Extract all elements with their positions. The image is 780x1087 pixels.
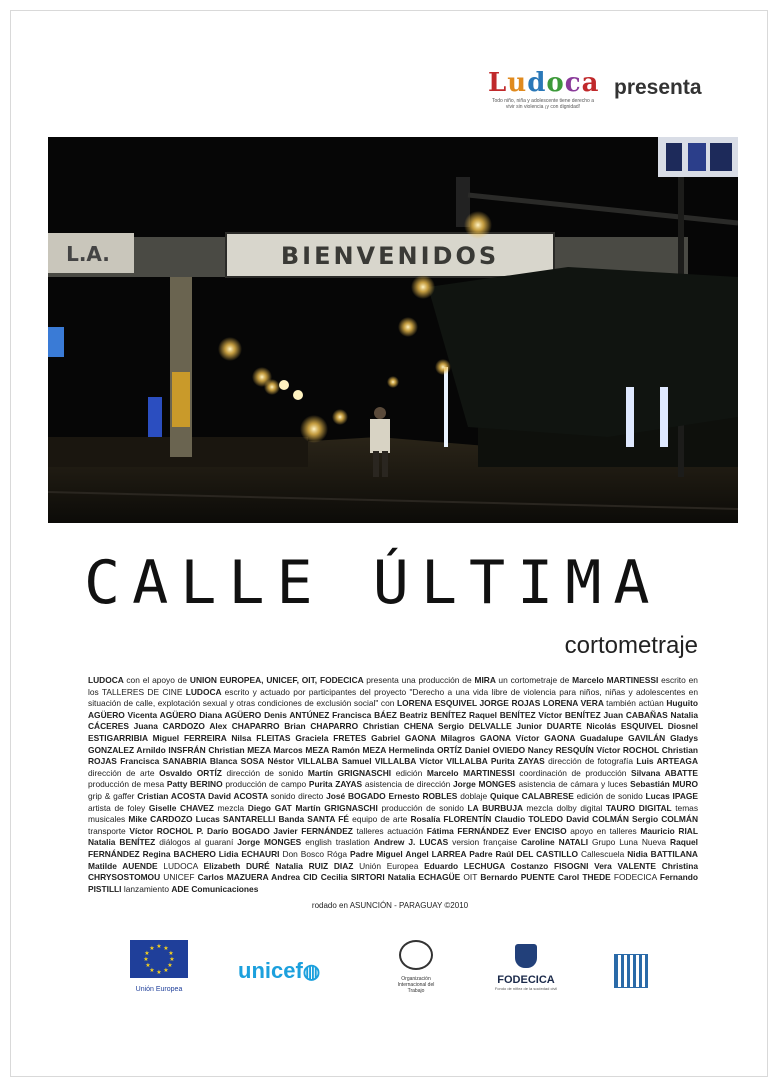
eu-flag-icon: [130, 940, 188, 978]
credit-run: asistencia de dirección: [364, 779, 454, 790]
ludoca-letter: L: [488, 68, 508, 98]
film-title: CALLE ÚLTIMA: [84, 548, 662, 618]
presenta-label: presenta: [614, 76, 702, 99]
credit-run: Elizabeth DURÉ Natalia RUIZ DIAZ: [203, 860, 360, 871]
credit-run: Lucas IPAGE: [645, 790, 698, 801]
filmed-in-line: rodado en ASUNCIÓN - PARAGUAY ©2010: [311, 901, 469, 910]
credit-run: LORENA ESQUIVEL JORGE ROJAS LORENA VERA: [397, 698, 607, 709]
credit-run: Unión Europea: [359, 860, 425, 871]
credit-run: Marcelo MARTINESSI: [572, 675, 662, 685]
bienvenidos-sign: BIENVENIDOS: [280, 242, 500, 270]
credit-run: ADE Comunicaciones: [171, 883, 259, 894]
arch-fragment: L.A.: [66, 242, 110, 266]
fodecica-name: FODECICA: [497, 974, 555, 986]
credit-run: TAURO DIGITAL: [605, 802, 676, 813]
credit-run: Marcelo MARTINESSI: [426, 767, 520, 778]
unicef-logo: [238, 958, 320, 984]
credit-run: Padre Miguel Angel LARREA Padre Raúl DEL CASTILLO: [350, 848, 581, 859]
fodecica-emblem-icon: [515, 944, 537, 968]
credit-run: Caroline NATALI: [521, 837, 592, 848]
eu-caption: Unión Europea: [135, 986, 183, 993]
fodecica-tagline: Fondo de niñez de la sociedad civil: [494, 986, 558, 991]
credit-run: Mauricio RIAL Natalia BENÍTEZ: [88, 825, 698, 848]
credit-run: english traslation: [305, 837, 374, 848]
fodecica-logo: [488, 940, 564, 991]
credit-run: producción de mesa: [88, 779, 167, 790]
credit-run: coordinación de producción: [519, 767, 631, 778]
svg-text:★: ★: [149, 945, 155, 952]
credit-run: transporte: [88, 825, 130, 836]
svg-text:★: ★: [163, 967, 169, 974]
credit-run: temas musicales: [88, 802, 699, 825]
credit-run: LUDOCA: [185, 686, 225, 697]
credit-run: OIT: [463, 872, 481, 883]
credit-run: mezcla dolby digital: [526, 802, 606, 813]
oit-caption: Organización Internacional del Trabajo: [397, 976, 435, 994]
credit-run: diálogos al guaraní: [159, 837, 238, 848]
credit-run: Grupo Luna Nueva: [592, 837, 671, 848]
svg-text:★: ★: [169, 956, 175, 963]
ludoca-letter: o: [546, 68, 565, 98]
mira-logo-icon: [614, 954, 648, 988]
credit-run: UNICEF: [163, 872, 198, 883]
oit-logo: [396, 940, 436, 994]
credit-run: Víctor ROCHOL P. Darío BOGADO Javier FERNÁNDEZ: [129, 825, 357, 836]
svg-text:★: ★: [163, 945, 169, 952]
ludoca-wordmark: [488, 70, 598, 96]
credit-run: sonido directo: [270, 790, 327, 801]
credit-run: Nidia BATTILANA Matilde AUENDE: [88, 848, 698, 871]
credit-run: equipo de arte: [352, 814, 411, 825]
credit-run: grip & gaffer: [88, 790, 138, 801]
credit-run: con el apoyo de: [126, 675, 190, 685]
sponsor-logos: [120, 940, 670, 1010]
credit-run: escrito y actuado por participantes del proyecto "Derecho a una vida libre de violencia para niños, niñas y adolescentes en situación de calle, explotación sexual y otras condiciones de exclusión social" con: [88, 686, 698, 709]
credit-run: Sebastián MURO: [630, 779, 699, 790]
credit-run: Andrew J. LUCAS: [373, 837, 453, 848]
credit-run: escrito en los TALLERES DE CINE: [88, 675, 698, 697]
film-subtitle: cortometraje: [564, 632, 698, 659]
credit-run: Jorge MONGES: [237, 837, 306, 848]
svg-text:★: ★: [167, 962, 173, 969]
globe-icon: ◍: [302, 961, 321, 983]
credit-run: Huguito AGÜERO Vicenta AGÜERO Diana AGÜERO Denis ANTÚNEZ Francisca BÁEZ Beatriz BENÍTEZ Raquel BENÍTEZ Víctor BENÍTEZ Juan CABAÑAS Natalia CÁCERES Juana CARDOZO Alex CHAPARRO Brian CHAPARRO Christian CHENA Sergio DELVALLE Junior DUARTE Nicolás ESQUIVEL Diosnel ESTIGARRIBIA Miguel FERREIRA Nilsa FLEITAS Graciela FRETES Gabriel GAONA Milagros GAONA Víctor GAONA Guadalupe GAVILÁN Gladys GONZALEZ Arnildo INSFRÁN Christian MEZA Marcos MEZA Ramón MEZA Hermelinda ORTÍZ Daniel OVIEDO Nancy RESQUÍN Víctor ROCHOL Christian ROJAS Francisca SANABRIA Blanca SOSA Néstor VILLALBA Samuel VILLALBA Víctor VILLALBA Purita ZAYAS: [88, 698, 698, 767]
ludoca-letter: c: [564, 68, 582, 98]
credit-run: Carlos MAZUERA Andrea CID Cecilia SIRTORI Natalia ECHAGÜE: [197, 872, 464, 883]
ludoca-letter: a: [581, 68, 600, 98]
credit-run: version française: [452, 837, 522, 848]
credit-run: dirección de arte: [88, 767, 160, 778]
credit-run: producción de sonido: [381, 802, 468, 813]
credit-run: Martín GRIGNASCHI: [307, 767, 396, 778]
credit-run: Rosalía FLORENTÍN Claudio TOLEDO David COLMÁN Sergio COLMÁN: [410, 814, 698, 825]
credit-run: UNION EUROPEA, UNICEF, OIT, FODECICA: [189, 675, 367, 685]
credit-run: Giselle CHAVEZ: [148, 802, 218, 813]
ludoca-letter: u: [507, 68, 528, 98]
credit-run: Fernando PISTILLI: [88, 872, 698, 894]
svg-text:★: ★: [144, 950, 150, 957]
ludoca-tagline: Todo niño, niña y adolescente tiene derecho a vivir sin violencia ¡y con dignidad!: [491, 98, 595, 110]
credit-run: asistencia de cámara y luces: [518, 779, 631, 790]
credit-run: edición: [395, 767, 427, 778]
unicef-wordmark: unicef: [238, 958, 303, 983]
credit-run: talleres actuación: [356, 825, 427, 836]
svg-text:★: ★: [149, 967, 155, 974]
credit-run: dirección de sonido: [226, 767, 308, 778]
credit-run: Patty BERINO: [166, 779, 226, 790]
credits-block: [88, 675, 698, 895]
night-street-photo: [48, 137, 738, 523]
credit-run: Osvaldo ORTÍZ: [159, 767, 227, 778]
svg-text:★: ★: [168, 950, 174, 957]
credit-run: Quique CALABRESE: [490, 790, 577, 801]
credit-run: MIRA: [474, 675, 499, 685]
credit-run: Purita ZAYAS: [308, 779, 365, 790]
credit-run: presenta una producción de: [366, 675, 475, 685]
credit-run: artista de foley: [88, 802, 149, 813]
credit-run: Diego GAT Martín GRIGNASCHI: [247, 802, 382, 813]
credit-run: lanzamiento: [123, 883, 172, 894]
credit-run: producción de campo: [225, 779, 309, 790]
eu-logo: [130, 940, 188, 993]
credit-run: doblaje: [460, 790, 491, 801]
credit-run: Eduardo LECHUGA Costanzo FISOGNI Vera VALENTE Christina CHRYSOSTOMOU: [88, 860, 699, 883]
credit-run: José BOGADO Ernesto ROBLES: [326, 790, 461, 801]
credit-run: Raquel FERNÁNDEZ Regina BACHERO Lidia ECHAURI: [88, 837, 698, 859]
svg-text:★: ★: [143, 956, 149, 963]
credit-run: Bernardo PUENTE Carol THEDE: [480, 872, 614, 883]
credit-run: Cristian ACOSTA David ACOSTA: [137, 790, 271, 801]
svg-text:★: ★: [156, 969, 162, 976]
credit-run: LUDOCA: [88, 675, 127, 685]
credit-run: Silvana ABATTE: [631, 767, 698, 778]
credit-run: también actúan: [606, 698, 667, 709]
credit-run: apoyo en talleres: [570, 825, 641, 836]
credit-run: LUDOCA: [163, 860, 204, 871]
credit-run: mezcla: [217, 802, 248, 813]
svg-text:★: ★: [145, 962, 151, 969]
credit-run: dirección de fotografía: [548, 756, 637, 767]
credit-run: Fátima FERNÁNDEZ Ever ENCISO: [426, 825, 571, 836]
credit-run: Don Bosco Róga: [282, 848, 350, 859]
ludoca-logo: [488, 70, 598, 110]
credit-run: FODECICA: [613, 872, 660, 883]
credit-run: LA BURBUJA: [467, 802, 527, 813]
credit-run: Mike CARDOZO Lucas SANTARELLI Banda SANTA FÉ: [128, 814, 353, 825]
ludoca-letter: d: [527, 68, 547, 98]
oit-emblem-icon: [399, 940, 433, 970]
credit-run: Luis ARTEAGA: [636, 756, 698, 767]
credit-run: Jorge MONGES: [453, 779, 519, 790]
credit-run: edición de sonido: [576, 790, 646, 801]
svg-text:★: ★: [156, 943, 162, 950]
credit-run: Callescuela: [580, 848, 628, 859]
credit-run: un cortometraje de: [498, 675, 573, 685]
